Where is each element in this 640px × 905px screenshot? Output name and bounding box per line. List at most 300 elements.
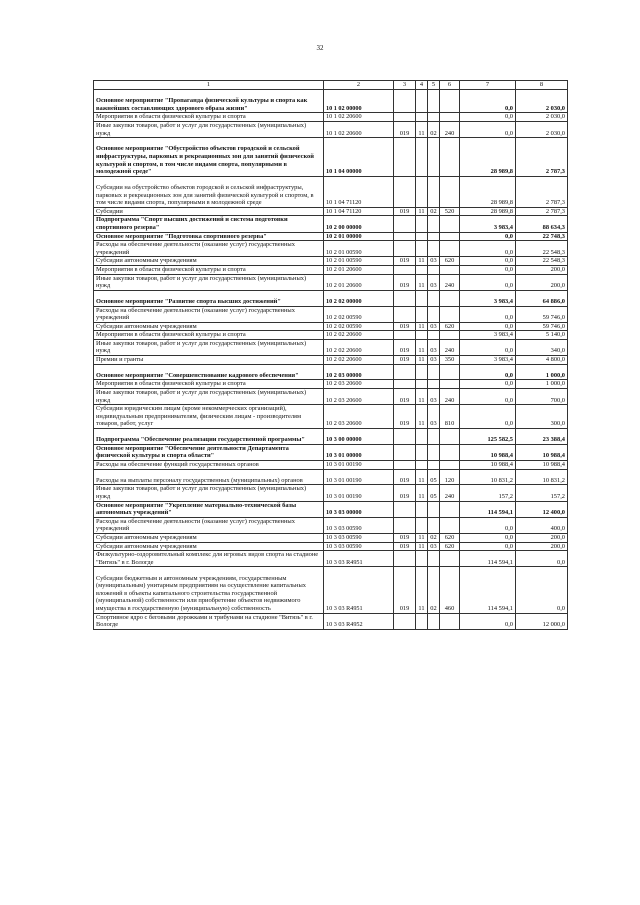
row-value-8: 1 000,0 — [516, 364, 568, 380]
row-value-8: 1 000,0 — [516, 380, 568, 389]
row-col5: 03 — [428, 356, 440, 365]
row-col5 — [428, 461, 440, 470]
table-row — [94, 331, 568, 340]
row-col4: 11 — [416, 469, 428, 485]
row-code: 10 3 01 00190 — [324, 485, 394, 501]
table-row — [94, 380, 568, 389]
row-value-8: 10 988,4 — [516, 444, 568, 460]
row-value-8: 22 748,3 — [516, 232, 568, 241]
row-name: Премии и гранты — [94, 356, 324, 365]
row-col6 — [440, 176, 460, 207]
row-col6 — [440, 306, 460, 322]
row-name: Субсидии — [94, 207, 324, 216]
row-col4 — [416, 241, 428, 257]
table-row — [94, 533, 568, 542]
row-value-8: 22 548,3 — [516, 241, 568, 257]
row-name: Мероприятия в области физической культуры и спорта — [94, 331, 324, 340]
row-name: Иные закупки товаров, работ и услуг для государственных (муниципальных) нужд — [94, 274, 324, 290]
row-col3 — [394, 265, 416, 274]
row-col6: 240 — [440, 121, 460, 137]
row-value-8: 2 787,3 — [516, 176, 568, 207]
row-col6: 120 — [440, 469, 460, 485]
row-name: Субсидии автономным учреждениям — [94, 533, 324, 542]
row-col5: 02 — [428, 121, 440, 137]
table-row — [94, 444, 568, 460]
row-code: 10 2 01 00000 — [324, 232, 394, 241]
row-code: 10 3 03 R4952 — [324, 613, 394, 629]
row-code: 10 2 02 20600 — [324, 339, 394, 355]
row-value-7: 0,0 — [460, 241, 516, 257]
row-col5: 05 — [428, 485, 440, 501]
row-col5 — [428, 216, 440, 232]
row-col4 — [416, 232, 428, 241]
row-name: Основное мероприятие "Подготовка спортивного резерва" — [94, 232, 324, 241]
row-value-8: 2 787,3 — [516, 138, 568, 177]
row-col5: 03 — [428, 405, 440, 429]
row-col4 — [416, 461, 428, 470]
row-value-7: 0,0 — [460, 364, 516, 380]
table-row — [94, 265, 568, 274]
row-col5 — [428, 613, 440, 629]
table-row — [94, 429, 568, 445]
row-value-7: 0,0 — [460, 517, 516, 533]
row-value-8: 200,0 — [516, 542, 568, 551]
row-col3: 019 — [394, 469, 416, 485]
row-value-7: 28 989,8 — [460, 138, 516, 177]
row-col3 — [394, 501, 416, 517]
row-value-7: 0,0 — [460, 380, 516, 389]
column-header: 1 — [94, 81, 324, 90]
row-col5 — [428, 501, 440, 517]
table-row — [94, 121, 568, 137]
row-col6 — [440, 613, 460, 629]
row-col6 — [440, 138, 460, 177]
row-col3 — [394, 613, 416, 629]
row-col6 — [440, 461, 460, 470]
table-row — [94, 339, 568, 355]
row-col6: 520 — [440, 207, 460, 216]
table-row — [94, 405, 568, 429]
row-code: 10 2 01 20600 — [324, 265, 394, 274]
row-col4 — [416, 380, 428, 389]
row-col3 — [394, 232, 416, 241]
row-code: 10 3 03 00000 — [324, 501, 394, 517]
row-col5 — [428, 138, 440, 177]
row-col5: 03 — [428, 274, 440, 290]
row-code: 10 2 01 20600 — [324, 274, 394, 290]
row-code: 10 2 03 20600 — [324, 380, 394, 389]
row-col4 — [416, 517, 428, 533]
row-col3 — [394, 306, 416, 322]
row-col6 — [440, 331, 460, 340]
row-name: Иные закупки товаров, работ и услуг для государственных (муниципальных) нужд — [94, 339, 324, 355]
row-code: 10 1 04 00000 — [324, 138, 394, 177]
row-name: Расходы на обеспечение функций государственных органов — [94, 461, 324, 470]
table-row — [94, 364, 568, 380]
row-name: Физкультурно-оздоровительный комплекс для игровых видов спорта на стадионе "Витязь" в г. Вологде — [94, 551, 324, 567]
row-col3 — [394, 380, 416, 389]
row-col4: 11 — [416, 542, 428, 551]
table-row — [94, 90, 568, 113]
row-col5 — [428, 232, 440, 241]
row-col5: 02 — [428, 567, 440, 613]
row-col5: 02 — [428, 533, 440, 542]
row-code: 10 2 01 00590 — [324, 257, 394, 266]
row-code: 10 2 00 00000 — [324, 216, 394, 232]
row-value-8: 22 548,3 — [516, 257, 568, 266]
table-row — [94, 461, 568, 470]
row-code: 10 3 03 00590 — [324, 517, 394, 533]
row-code: 10 3 01 00000 — [324, 444, 394, 460]
row-col6 — [440, 290, 460, 306]
row-col5 — [428, 265, 440, 274]
row-col5 — [428, 306, 440, 322]
row-col6 — [440, 501, 460, 517]
row-value-7: 3 983,4 — [460, 290, 516, 306]
row-value-8: 157,2 — [516, 485, 568, 501]
row-value-7: 114 594,1 — [460, 567, 516, 613]
row-value-8: 12 000,0 — [516, 613, 568, 629]
row-name: Основное мероприятие "Укрепление материально-технической базы автономных учреждений" — [94, 501, 324, 517]
row-code: 10 2 02 00590 — [324, 322, 394, 331]
row-col3 — [394, 331, 416, 340]
table-row — [94, 138, 568, 177]
row-col4: 11 — [416, 389, 428, 405]
row-col5: 03 — [428, 257, 440, 266]
row-name: Основное мероприятие "Пропаганда физической культуры и спорта как важнейших составляющих здорового образа жизни" — [94, 90, 324, 113]
row-name: Подпрограмма "Обеспечение реализации государственной программы" — [94, 429, 324, 445]
row-value-8: 88 634,3 — [516, 216, 568, 232]
row-col3: 019 — [394, 257, 416, 266]
row-col5 — [428, 429, 440, 445]
row-col3: 019 — [394, 533, 416, 542]
row-value-8: 340,0 — [516, 339, 568, 355]
row-col5 — [428, 176, 440, 207]
row-col4: 11 — [416, 257, 428, 266]
row-col3 — [394, 461, 416, 470]
row-col6: 620 — [440, 257, 460, 266]
row-name: Субсидии бюджетным и автономным учреждениям, государственным (муниципальным) унитарным предприятиям на осуществление капитальных вложений в объекты капитального строительства государственной (муниципальной) собственности или приобретение объектов недвижимого имущества в государственную (муниципальную) собственность — [94, 567, 324, 613]
row-value-8: 12 400,0 — [516, 501, 568, 517]
row-value-7: 0,0 — [460, 405, 516, 429]
row-name: Расходы на выплаты персоналу государственных (муниципальных) органов — [94, 469, 324, 485]
row-value-8: 400,0 — [516, 517, 568, 533]
row-value-7: 0,0 — [460, 113, 516, 122]
row-value-7: 10 988,4 — [460, 444, 516, 460]
row-col6: 240 — [440, 485, 460, 501]
row-col5 — [428, 444, 440, 460]
row-value-8: 2 030,0 — [516, 90, 568, 113]
row-value-7: 0,0 — [460, 339, 516, 355]
row-col5: 05 — [428, 469, 440, 485]
table-row — [94, 389, 568, 405]
row-code: 10 2 03 20600 — [324, 389, 394, 405]
row-col3: 019 — [394, 389, 416, 405]
row-col6: 240 — [440, 389, 460, 405]
row-value-7: 0,0 — [460, 90, 516, 113]
row-code: 10 3 01 00190 — [324, 461, 394, 470]
table-row — [94, 257, 568, 266]
row-col5 — [428, 90, 440, 113]
row-name: Субсидии автономным учреждениям — [94, 257, 324, 266]
row-code: 10 1 04 71120 — [324, 207, 394, 216]
row-name: Основное мероприятие "Обеспечение деятельности Департамента физической культуры и спорта области" — [94, 444, 324, 460]
row-code: 10 2 01 00590 — [324, 241, 394, 257]
row-col4 — [416, 613, 428, 629]
row-name: Иные закупки товаров, работ и услуг для государственных (муниципальных) нужд — [94, 389, 324, 405]
table-row — [94, 241, 568, 257]
row-value-7: 0,0 — [460, 257, 516, 266]
row-name: Иные закупки товаров, работ и услуг для государственных (муниципальных) нужд — [94, 121, 324, 137]
row-name: Мероприятия в области физической культуры и спорта — [94, 113, 324, 122]
row-value-7: 3 983,4 — [460, 356, 516, 365]
row-value-7: 3 983,4 — [460, 331, 516, 340]
row-col3: 019 — [394, 339, 416, 355]
table-row — [94, 551, 568, 567]
row-col6 — [440, 232, 460, 241]
row-col3: 019 — [394, 542, 416, 551]
row-col6: 460 — [440, 567, 460, 613]
row-col3 — [394, 444, 416, 460]
row-col3: 019 — [394, 121, 416, 137]
row-value-8: 64 886,0 — [516, 290, 568, 306]
row-col3 — [394, 138, 416, 177]
row-value-8: 5 140,0 — [516, 331, 568, 340]
row-code: 10 3 00 00000 — [324, 429, 394, 445]
table-row — [94, 232, 568, 241]
row-value-7: 0,0 — [460, 232, 516, 241]
row-col5 — [428, 113, 440, 122]
column-header: 5 — [428, 81, 440, 90]
row-name: Основное мероприятие "Обустройство объектов городской и сельской инфраструктуры, парковых и рекреационных зон для занятий физической культурой и спортом, в том числе видами спорта, популярными в молодежной среде" — [94, 138, 324, 177]
column-header: 3 — [394, 81, 416, 90]
table-row — [94, 501, 568, 517]
row-name: Расходы на обеспечение деятельности (оказание услуг) государственных учреждений — [94, 241, 324, 257]
row-code: 10 3 03 00590 — [324, 533, 394, 542]
row-value-8: 200,0 — [516, 274, 568, 290]
row-value-8: 10 988,4 — [516, 461, 568, 470]
row-col5: 03 — [428, 322, 440, 331]
row-name: Спортивное ядро с беговыми дорожками и трибунами на стадионе "Витязь" в г. Вологде — [94, 613, 324, 629]
row-code: 10 1 04 71120 — [324, 176, 394, 207]
row-col5 — [428, 290, 440, 306]
row-col4 — [416, 364, 428, 380]
row-col4 — [416, 501, 428, 517]
row-value-7: 0,0 — [460, 533, 516, 542]
row-col3: 019 — [394, 207, 416, 216]
table-row — [94, 485, 568, 501]
row-value-8: 0,0 — [516, 551, 568, 567]
row-col6 — [440, 444, 460, 460]
row-value-7: 10 831,2 — [460, 469, 516, 485]
row-value-8: 2 030,0 — [516, 121, 568, 137]
table-row — [94, 216, 568, 232]
row-col4 — [416, 551, 428, 567]
row-code: 10 2 03 00000 — [324, 364, 394, 380]
row-name: Субсидии автономным учреждениям — [94, 542, 324, 551]
row-col6 — [440, 241, 460, 257]
row-value-8: 10 831,2 — [516, 469, 568, 485]
row-value-8: 700,0 — [516, 389, 568, 405]
row-code: 10 2 02 00590 — [324, 306, 394, 322]
row-col6: 240 — [440, 339, 460, 355]
column-header: 2 — [324, 81, 394, 90]
row-value-7: 28 989,8 — [460, 176, 516, 207]
row-name: Основное мероприятие "Развитие спорта высших достижений" — [94, 290, 324, 306]
row-col5: 03 — [428, 339, 440, 355]
column-header: 8 — [516, 81, 568, 90]
row-name: Расходы на обеспечение деятельности (оказание услуг) государственных учреждений — [94, 517, 324, 533]
row-col5 — [428, 364, 440, 380]
row-col4 — [416, 176, 428, 207]
row-value-8: 0,0 — [516, 567, 568, 613]
row-col4: 11 — [416, 405, 428, 429]
row-col3 — [394, 364, 416, 380]
row-col4 — [416, 429, 428, 445]
row-code: 10 2 02 20600 — [324, 331, 394, 340]
row-col3: 019 — [394, 274, 416, 290]
row-name: Расходы на обеспечение деятельности (оказание услуг) государственных учреждений — [94, 306, 324, 322]
row-code: 10 1 02 20600 — [324, 113, 394, 122]
row-col3 — [394, 216, 416, 232]
row-col5 — [428, 331, 440, 340]
row-code: 10 2 02 00000 — [324, 290, 394, 306]
row-code: 10 3 03 R4951 — [324, 567, 394, 613]
row-value-7: 125 582,5 — [460, 429, 516, 445]
row-value-8: 59 746,0 — [516, 306, 568, 322]
row-value-8: 200,0 — [516, 533, 568, 542]
row-value-8: 2 787,3 — [516, 207, 568, 216]
row-col6: 350 — [440, 356, 460, 365]
row-col3 — [394, 517, 416, 533]
table-row — [94, 322, 568, 331]
table-row — [94, 290, 568, 306]
row-col6: 810 — [440, 405, 460, 429]
row-col6 — [440, 113, 460, 122]
budget-table — [93, 80, 568, 630]
row-value-8: 300,0 — [516, 405, 568, 429]
row-col4 — [416, 331, 428, 340]
row-value-7: 10 988,4 — [460, 461, 516, 470]
row-col4: 11 — [416, 356, 428, 365]
row-col6: 620 — [440, 542, 460, 551]
row-name: Субсидии на обустройство объектов городской и сельской инфраструктуры, парковых и рекреационных зон для занятий физической культурой и спортом, в том числе видами спорта, популярными в молодежной среде — [94, 176, 324, 207]
row-col4 — [416, 90, 428, 113]
table-row — [94, 176, 568, 207]
row-value-7: 114 594,1 — [460, 551, 516, 567]
table-row — [94, 469, 568, 485]
row-value-7: 3 983,4 — [460, 216, 516, 232]
row-col6 — [440, 216, 460, 232]
row-col3: 019 — [394, 485, 416, 501]
row-col3 — [394, 290, 416, 306]
row-col3 — [394, 176, 416, 207]
row-col6: 620 — [440, 322, 460, 331]
row-value-7: 0,0 — [460, 121, 516, 137]
row-name: Мероприятия в области физической культуры и спорта — [94, 380, 324, 389]
row-col6 — [440, 90, 460, 113]
table-row — [94, 207, 568, 216]
row-col3: 019 — [394, 322, 416, 331]
row-code: 10 2 03 20600 — [324, 405, 394, 429]
row-value-8: 23 388,4 — [516, 429, 568, 445]
row-code: 10 1 02 20600 — [324, 121, 394, 137]
row-col5: 03 — [428, 542, 440, 551]
row-name: Подпрограмма "Спорт высших достижений и система подготовки спортивного резерва" — [94, 216, 324, 232]
row-col6 — [440, 551, 460, 567]
table-row — [94, 542, 568, 551]
row-col4 — [416, 216, 428, 232]
row-col4 — [416, 265, 428, 274]
row-col4: 11 — [416, 339, 428, 355]
row-col4: 11 — [416, 485, 428, 501]
row-name: Субсидии юридическим лицам (кроме некоммерческих организаций), индивидуальным предпринимателям, физическим лицам - производителям товаров, работ, услуг — [94, 405, 324, 429]
row-col6 — [440, 265, 460, 274]
row-col5 — [428, 517, 440, 533]
column-header: 7 — [460, 81, 516, 90]
row-col4: 11 — [416, 567, 428, 613]
row-value-8: 4 800,0 — [516, 356, 568, 365]
row-col6 — [440, 364, 460, 380]
row-col4 — [416, 113, 428, 122]
row-col3: 019 — [394, 405, 416, 429]
table-row — [94, 113, 568, 122]
row-col5 — [428, 551, 440, 567]
row-col4 — [416, 138, 428, 177]
row-col3 — [394, 113, 416, 122]
column-header: 4 — [416, 81, 428, 90]
row-value-8: 2 030,0 — [516, 113, 568, 122]
row-col4 — [416, 290, 428, 306]
row-value-8: 200,0 — [516, 265, 568, 274]
row-value-7: 0,0 — [460, 306, 516, 322]
row-value-7: 0,0 — [460, 322, 516, 331]
row-col3: 019 — [394, 356, 416, 365]
row-col5: 02 — [428, 207, 440, 216]
table-row — [94, 356, 568, 365]
row-name: Субсидии автономным учреждениям — [94, 322, 324, 331]
row-value-7: 0,0 — [460, 613, 516, 629]
row-value-7: 0,0 — [460, 265, 516, 274]
row-value-7: 0,0 — [460, 542, 516, 551]
row-col3 — [394, 551, 416, 567]
row-col6 — [440, 429, 460, 445]
row-col6 — [440, 517, 460, 533]
row-col4 — [416, 444, 428, 460]
row-col3 — [394, 429, 416, 445]
row-col3: 019 — [394, 567, 416, 613]
row-col3 — [394, 241, 416, 257]
row-col6 — [440, 380, 460, 389]
row-col5 — [428, 241, 440, 257]
header-row — [94, 81, 568, 90]
row-col4: 11 — [416, 274, 428, 290]
row-value-7: 0,0 — [460, 389, 516, 405]
row-col6: 620 — [440, 533, 460, 542]
row-code: 10 2 02 20600 — [324, 356, 394, 365]
row-col4 — [416, 306, 428, 322]
column-header: 6 — [440, 81, 460, 90]
row-col4: 11 — [416, 533, 428, 542]
row-col5 — [428, 380, 440, 389]
row-value-8: 59 746,0 — [516, 322, 568, 331]
row-code: 10 3 03 R4951 — [324, 551, 394, 567]
row-name: Иные закупки товаров, работ и услуг для государственных (муниципальных) нужд — [94, 485, 324, 501]
row-col4: 11 — [416, 207, 428, 216]
table-row — [94, 517, 568, 533]
row-col6: 240 — [440, 274, 460, 290]
row-value-7: 114 594,1 — [460, 501, 516, 517]
